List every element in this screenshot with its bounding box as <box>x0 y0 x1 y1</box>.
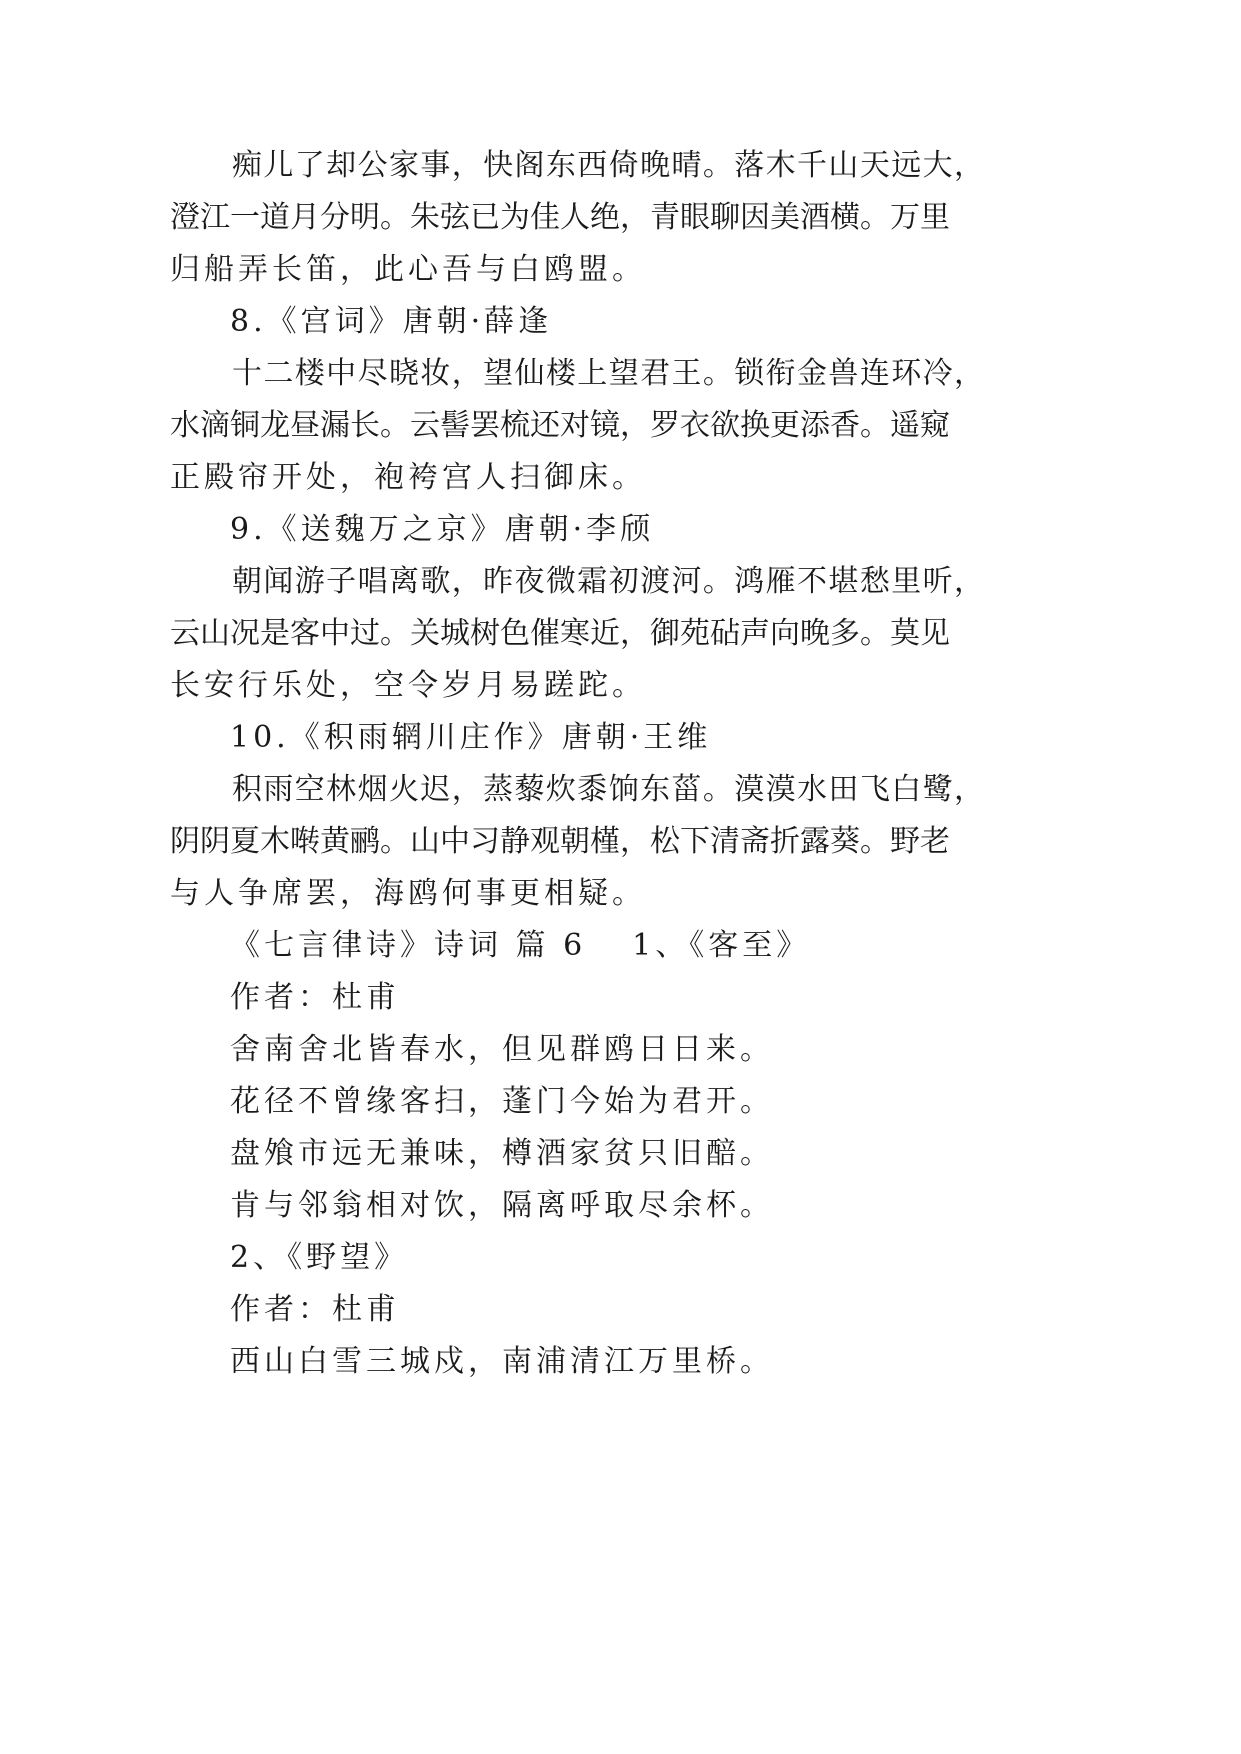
poem-line: 盘飧市远无兼味，樽酒家贫只旧醅。 <box>230 1136 774 1171</box>
poem-line: 云山况是客中过。关城树色催寒近，御苑砧声向晚多。莫见 <box>170 616 950 651</box>
poem-line: 阴阴夏木啭黄鹂。山中习静观朝槿，松下清斋折露葵。野老 <box>170 824 950 859</box>
section-heading <box>230 926 810 966</box>
poem-title: 8.《宫词》唐朝·薛逢 <box>230 304 553 339</box>
author-line: 作者：杜甫 <box>230 1292 400 1327</box>
section-part: 篇 6 <box>515 928 587 963</box>
poem-line: 长安行乐处，空令岁月易蹉跎。 <box>170 668 646 703</box>
author-line: 作者：杜甫 <box>230 980 400 1015</box>
poem-line: 十二楼中尽晓妆，望仙楼上望君王。锁衔金兽连环冷， <box>232 356 984 391</box>
poem-line: 舍南舍北皆春水，但见群鸥日日来。 <box>230 1032 774 1067</box>
section-title: 《七言律诗》诗词 <box>230 928 502 963</box>
poem-line: 痴儿了却公家事，快阁东西倚晚晴。落木千山天远大， <box>232 148 984 183</box>
section-first-item: 1、《客至》 <box>632 928 811 963</box>
poem-line: 花径不曾缘客扫，蓬门今始为君开。 <box>230 1084 774 1119</box>
poem-title: 2、《野望》 <box>230 1240 409 1275</box>
poem-title: 9.《送魏万之京》唐朝·李颀 <box>230 512 655 547</box>
poem-line: 积雨空林烟火迟，蒸藜炊黍饷东菑。漠漠水田飞白鹭， <box>232 772 984 807</box>
poem-line: 归船弄长笛，此心吾与白鸥盟。 <box>170 252 646 287</box>
poem-line: 朝闻游子唱离歌，昨夜微霜初渡河。鸿雁不堪愁里听， <box>232 564 984 599</box>
poem-line: 澄江一道月分明。朱弦已为佳人绝，青眼聊因美酒横。万里 <box>170 200 950 235</box>
poem-line: 西山白雪三城戍，南浦清江万里桥。 <box>230 1344 774 1379</box>
poem-title: 10.《积雨辋川庄作》唐朝·王维 <box>230 720 712 755</box>
poem-line: 与人争席罢，海鸥何事更相疑。 <box>170 876 646 911</box>
poem-line: 水滴铜龙昼漏长。云髻罢梳还对镜，罗衣欲换更添香。遥窥 <box>170 408 950 443</box>
poem-line: 正殿帘开处，袍袴宫人扫御床。 <box>170 460 646 495</box>
poem-line: 肯与邻翁相对饮，隔离呼取尽余杯。 <box>230 1188 774 1223</box>
